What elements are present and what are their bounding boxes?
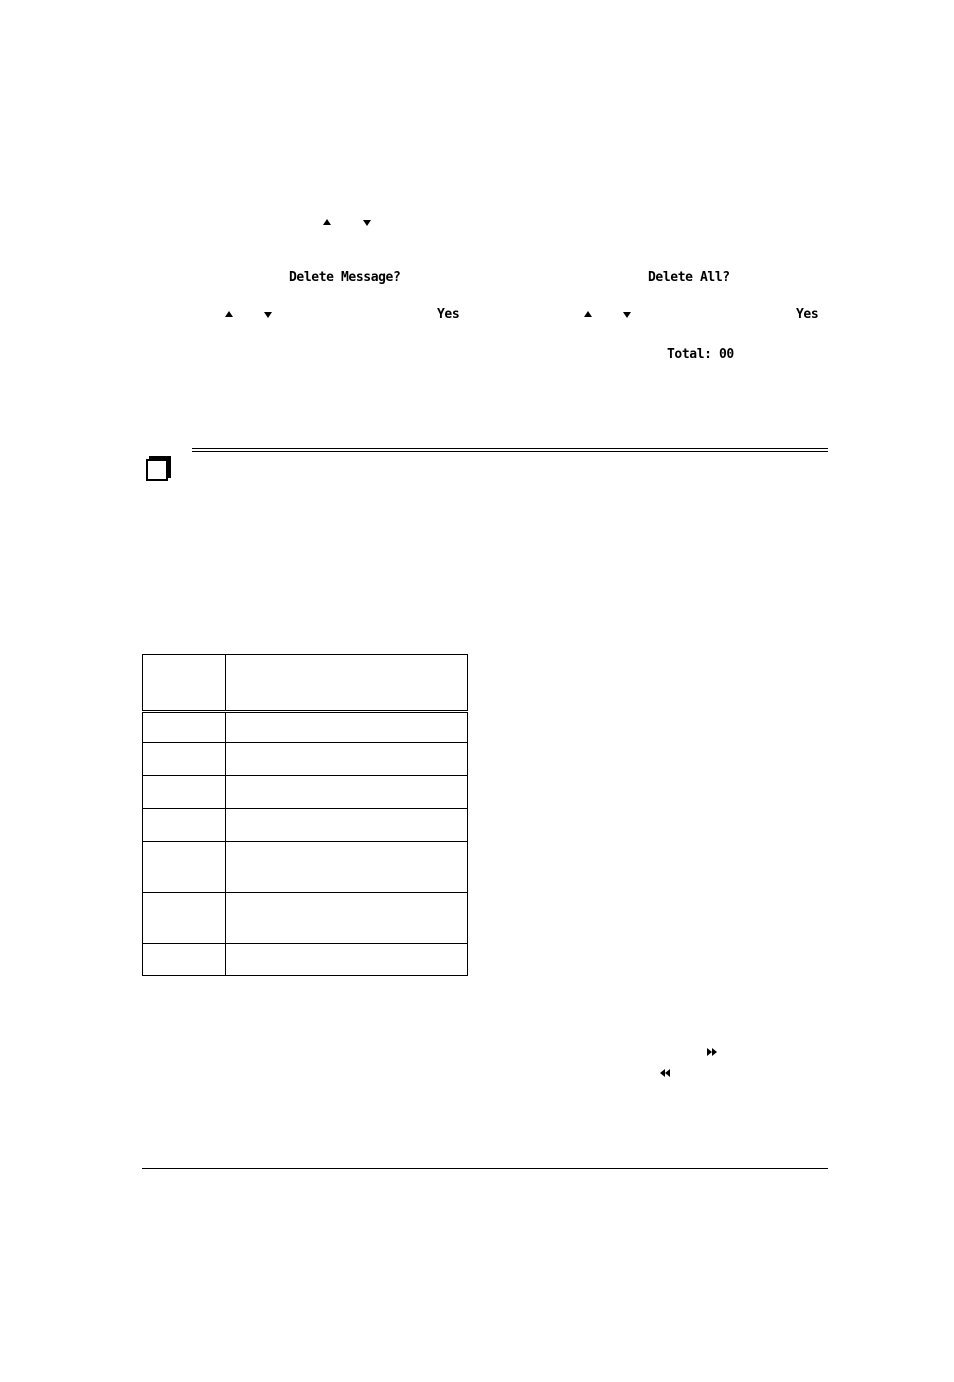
lcd-yes-right: Yes	[796, 307, 819, 322]
up-arrow-icon	[584, 311, 592, 317]
info-table	[142, 654, 468, 976]
up-arrow-icon	[225, 311, 233, 317]
up-arrow-icon	[323, 219, 331, 225]
lcd-yes-left: Yes	[437, 307, 460, 322]
rewind-icon	[660, 1062, 670, 1072]
table-row	[143, 944, 468, 976]
table-row	[143, 712, 468, 743]
table-header-row	[143, 655, 468, 712]
note-icon	[146, 459, 168, 481]
down-arrow-icon	[623, 312, 631, 318]
note-rule-top	[192, 448, 828, 449]
down-arrow-icon	[264, 312, 272, 318]
table-row	[143, 893, 468, 944]
fast-forward-icon	[707, 1041, 717, 1051]
lcd-delete-all: Delete All?	[648, 270, 730, 285]
note-rule-bottom	[192, 451, 828, 452]
table-row	[143, 809, 468, 842]
lcd-total: Total: 00	[667, 347, 734, 362]
table-row	[143, 743, 468, 776]
footer-rule	[142, 1168, 828, 1169]
lcd-delete-message: Delete Message?	[289, 270, 401, 285]
table-row	[143, 842, 468, 893]
down-arrow-icon	[363, 220, 371, 226]
table-row	[143, 776, 468, 809]
